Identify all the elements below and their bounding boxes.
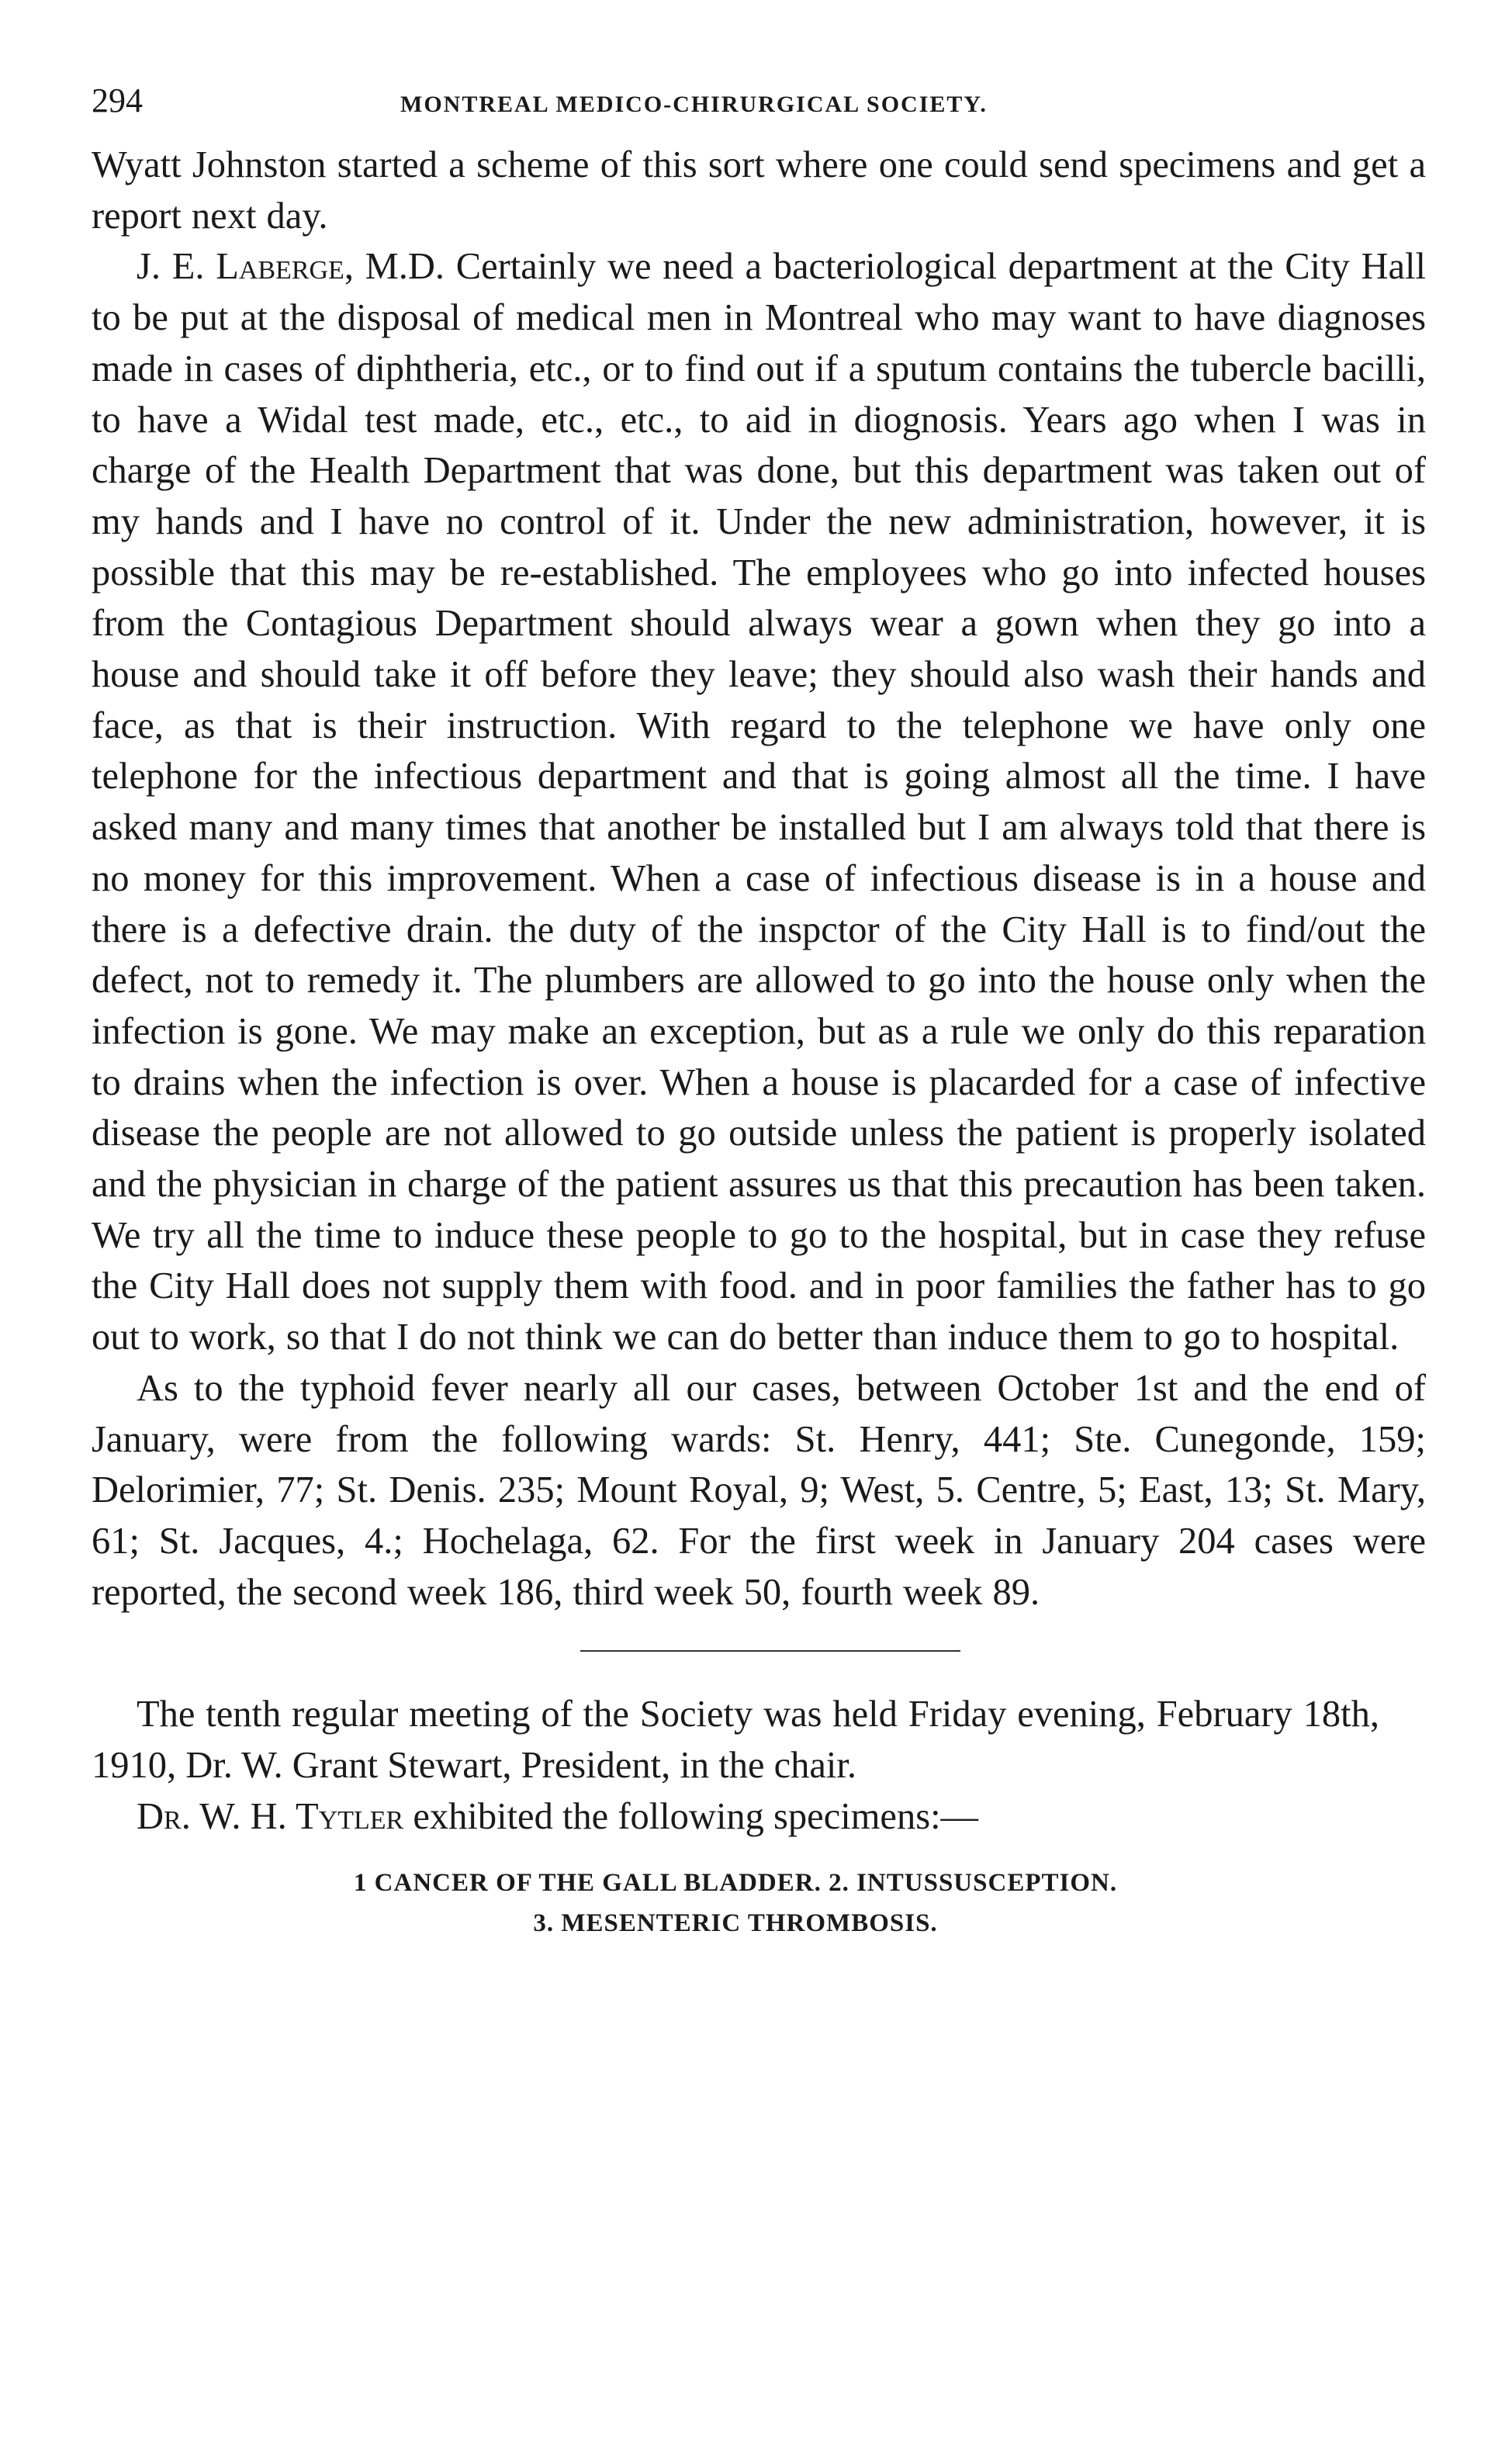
paragraph-laberge [92,241,1426,1362]
meeting-paragraph: The tenth regular meeting of the Society was held Friday evening, February 18th, 1910, Dr. W. Grant Stewart, President, in the chair. [92,1694,1379,1787]
running-head [92,78,1426,140]
paragraph-continuation: Wyatt Johnston started a scheme of this sort where one could send specimens and get a report next day. [92,144,1426,237]
page-number: 294 [92,81,143,119]
specimens-list [92,1863,1379,1943]
speaker-name: J. E. Laberge, M.D. [137,246,445,288]
specimens-line-2: 3. MESENTERIC THROMBOSIS. [533,1909,938,1938]
meeting-section [92,1689,1379,1843]
tytler-paragraph [92,1791,1379,1843]
section-divider [580,1650,960,1652]
paragraph-laberge-text: Certainly we need a bacteriological department at the City Hall to be put at the disposal of medical men in Montreal who may want to have diagnoses made in cases of diphtheria, etc., or to find out if a sputum contains the tubercle bacilli, to have a Widal test made, etc., etc., to aid in diognosis. Years ago when I was in charge of the Health Department that was done, but this department was taken out of my hands and I have no control of it. Under the new administration, however, it is possible that this may be re-established. The employees who go into infected houses from the Contagious Department should always wear a gown when they go into a house and should take it off before they leave; they should also wash their hands and face, as that is their instruction. With regard to the telephone we have only one telephone for the infectious department and that is going almost all the time. I have asked many and many times that another be installed but I am always told that there is no money for this improvement. When a case of infectious disease is in a house and there is a defective drain. the duty of the inspctor of the City Hall is to find/out the defect, not to remedy it. The plumbers are allowed to go into the house only when the infection is gone. We may make an exception, but as a rule we only do this reparation to drains when the infection is over. When a house is placarded for a case of infective disease the people are not allowed to go outside unless the patient is properly isolated and the physician in charge of the patient assures us that this precaution has been taken. We try all the time to induce these people to go to the hospital, but in case they refuse the City Hall does not supply them with food. and in poor families the father has to go out to work, so that I do not think we can do better than induce them to go to hospital. [92,246,1426,1358]
document-page [92,78,1426,1943]
tytler-paragraph-text: exhibited the following specimens:— [403,1796,979,1838]
paragraph-typhoid: As to the typhoid fever nearly all our cases, between October 1st and the end of January, were from the following wards: St. Henry, 441; Ste. Cunegonde, 159; Delorimier, 77; St. Denis. 235; Mount Royal, 9; West, 5. Centre, 5; East, 13; St. Mary, 61; St. Jacques, 4.; Hochelaga, 62. For the first week in January 204 cases were reported, the second week 186, third week 50, fourth week 89. [92,1367,1426,1613]
speaker-name: Dr. W. H. Tytler [137,1796,404,1838]
specimens-line-1: 1 CANCER OF THE GALL BLADDER. 2. INTUSSUSCEPTION. [353,1869,1118,1898]
body-text [92,140,1426,1618]
journal-title: MONTREAL MEDICO-CHIRURGICAL SOCIETY. [400,92,988,117]
